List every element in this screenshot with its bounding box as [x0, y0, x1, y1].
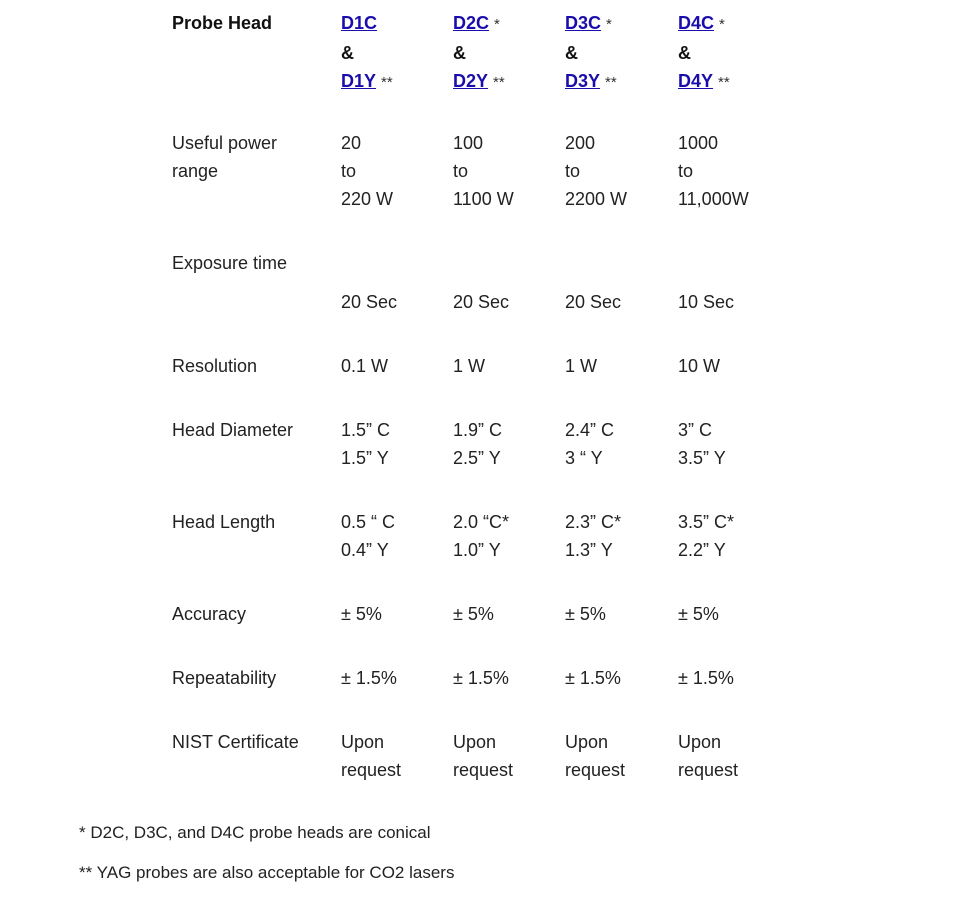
probe-head-label: Probe Head — [172, 13, 273, 33]
value-line: 2.4” C — [565, 420, 615, 440]
link-d2c[interactable]: D2C — [453, 13, 490, 33]
head-diameter-d4 — [678, 416, 726, 472]
head-length-d2 — [453, 508, 509, 564]
value-line: 1.5” Y — [341, 448, 389, 468]
head-diameter-d1 — [341, 416, 390, 472]
value-line: 1.5” C — [341, 420, 391, 440]
mark-d1y: ** — [381, 74, 393, 91]
mark-d4y: ** — [718, 74, 730, 91]
value-line: Upon — [678, 732, 722, 752]
ampersand: & — [453, 43, 466, 63]
value-line: 2.0 “C* — [453, 512, 510, 532]
value-line: 2.5” Y — [453, 448, 501, 468]
value-line: 1100 W — [453, 189, 514, 209]
row-label-resolution: Resolution — [172, 356, 258, 376]
mark-d2c: * — [494, 16, 500, 33]
resolution-d4: 10 W — [678, 356, 721, 376]
head-diameter-d2 — [453, 416, 502, 472]
value-line: 200 — [565, 133, 596, 153]
value-line: 2.3” C* — [565, 512, 622, 532]
accuracy-d3: ± 5% — [565, 604, 606, 624]
mark-d2y: ** — [493, 74, 505, 91]
exposure-time-d4: 10 Sec — [678, 292, 735, 312]
nist-certificate-d3 — [565, 728, 625, 784]
power-range-d3 — [565, 129, 627, 213]
accuracy-d1: ± 5% — [341, 604, 382, 624]
head-length-d4 — [678, 508, 734, 564]
ampersand: & — [341, 43, 354, 63]
probe-column-d1 — [341, 9, 393, 97]
nist-certificate-d1 — [341, 728, 401, 784]
value-line: Upon — [341, 732, 385, 752]
value-line: 0.4” Y — [341, 540, 389, 560]
link-d4y[interactable]: D4Y — [678, 71, 714, 91]
nist-certificate-d2 — [453, 728, 513, 784]
value-line: 220 W — [341, 189, 394, 209]
probe-column-d4 — [678, 9, 730, 97]
value-line: to — [678, 161, 694, 181]
probe-column-d2 — [453, 9, 505, 97]
row-label-repeatability: Repeatability — [172, 668, 277, 688]
link-d1c[interactable]: D1C — [341, 13, 378, 33]
footnote-yag: ** YAG probes are also acceptable for CO2 lasers — [79, 863, 455, 882]
link-d4c[interactable]: D4C — [678, 13, 715, 33]
row-label-exposure-time: Exposure time — [172, 253, 288, 273]
accuracy-d2: ± 5% — [453, 604, 494, 624]
power-range-d2 — [453, 129, 514, 213]
value-line: 1.0” Y — [453, 540, 501, 560]
repeatability-d3: ± 1.5% — [565, 668, 621, 688]
row-label-power-range — [172, 129, 277, 185]
row-label-head-length: Head Length — [172, 512, 276, 532]
row-label-nist-certificate: NIST Certificate — [172, 732, 299, 752]
mark-d4c: * — [719, 16, 725, 33]
row-label-head-diameter: Head Diameter — [172, 420, 294, 440]
value-line: 20 — [341, 133, 362, 153]
exposure-time-d2: 20 Sec — [453, 292, 510, 312]
value-line: 1000 — [678, 133, 719, 153]
ampersand: & — [565, 43, 578, 63]
ampersand: & — [678, 43, 691, 63]
head-diameter-d3 — [565, 416, 614, 472]
value-line: 3” C — [678, 420, 713, 440]
mark-d3y: ** — [605, 74, 617, 91]
value-line: 3.5” Y — [678, 448, 726, 468]
exposure-time-d3: 20 Sec — [565, 292, 622, 312]
value-line: 2.2” Y — [678, 540, 726, 560]
value-line: 11,000W — [678, 189, 749, 209]
head-length-d1 — [341, 508, 395, 564]
head-length-d3 — [565, 508, 621, 564]
link-d2y[interactable]: D2Y — [453, 71, 489, 91]
label-line: range — [172, 161, 219, 181]
value-line: 0.5 “ C — [341, 512, 396, 532]
footnote-conical: * D2C, D3C, and D4C probe heads are conical — [79, 823, 431, 842]
link-d3c[interactable]: D3C — [565, 13, 602, 33]
label-line: Useful power — [172, 133, 278, 153]
value-line: to — [341, 161, 357, 181]
value-line: 1.9” C — [453, 420, 503, 440]
resolution-d3: 1 W — [565, 356, 598, 376]
value-line: request — [453, 760, 514, 780]
resolution-d2: 1 W — [453, 356, 486, 376]
value-line: Upon — [565, 732, 609, 752]
value-line: 3 “ Y — [565, 448, 603, 468]
value-line: request — [341, 760, 402, 780]
mark-d3c: * — [606, 16, 612, 33]
row-label-accuracy: Accuracy — [172, 604, 247, 624]
nist-certificate-d4 — [678, 728, 738, 784]
repeatability-d2: ± 1.5% — [453, 668, 509, 688]
exposure-time-d1: 20 Sec — [341, 292, 398, 312]
value-line: to — [565, 161, 581, 181]
probe-column-d3 — [565, 9, 617, 97]
link-d3y[interactable]: D3Y — [565, 71, 601, 91]
resolution-d1: 0.1 W — [341, 356, 389, 376]
accuracy-d4: ± 5% — [678, 604, 719, 624]
value-line: 1.3” Y — [565, 540, 613, 560]
value-line: Upon — [453, 732, 497, 752]
value-line: request — [678, 760, 739, 780]
power-range-d4 — [678, 129, 749, 213]
value-line: 2200 W — [565, 189, 628, 209]
repeatability-d4: ± 1.5% — [678, 668, 734, 688]
value-line: 100 — [453, 133, 484, 153]
value-line: 3.5” C* — [678, 512, 735, 532]
repeatability-d1: ± 1.5% — [341, 668, 397, 688]
value-line: request — [565, 760, 626, 780]
power-range-d1 — [341, 129, 393, 213]
link-d1y[interactable]: D1Y — [341, 71, 377, 91]
value-line: to — [453, 161, 469, 181]
